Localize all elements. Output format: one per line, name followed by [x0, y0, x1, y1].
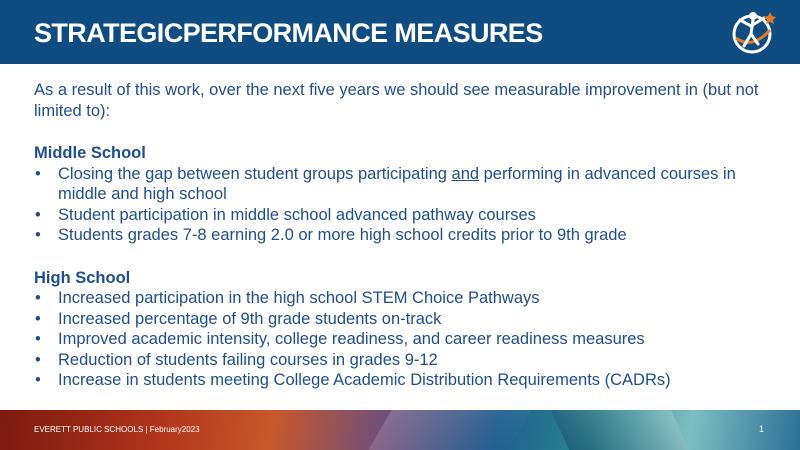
high-school-heading: High School — [34, 268, 131, 287]
list-item: • Student participation in middle school advanced pathway courses — [34, 205, 786, 226]
list-item: • Students grades 7-8 earning 2.0 or more high school credits prior to 9th grade — [34, 225, 786, 246]
list-item: • Reduction of students failing courses in grades 9-12 — [34, 350, 786, 371]
list-item-text-pre: Closing the gap between student groups participating — [58, 164, 452, 183]
high-school-list — [34, 288, 786, 391]
district-logo-icon — [724, 4, 780, 60]
underlined-and: and — [451, 164, 480, 183]
slide-footer — [0, 410, 800, 450]
page-number: 1 — [758, 424, 764, 434]
footer-decoration — [551, 410, 690, 450]
list-item: • Increased percentage of 9th grade students on-track — [34, 309, 786, 330]
middle-school-list — [34, 164, 786, 246]
list-item: • Improved academic intensity, college readiness, and career readiness measures — [34, 329, 786, 350]
slide-header — [0, 0, 800, 64]
list-item: • Increased participation in the high school STEM Choice Pathways — [34, 288, 786, 309]
footer-decoration — [368, 410, 531, 450]
slide-title: STRATEGICPERFORMANCE MEASURES — [34, 18, 543, 48]
middle-school-heading: Middle School — [34, 144, 146, 162]
slide-body — [34, 80, 786, 391]
list-item-text-post: performing in advanced courses in middle and high school — [58, 164, 736, 203]
list-item: • Increase in students meeting College Academic Distribution Requirements (CADRs) — [34, 370, 786, 391]
footer-text: EVERETT PUBLIC SCHOOLS | February2023 — [34, 425, 200, 434]
intro-text: As a result of this work, over the next five years we should see measurable improvement in (but not limited to): — [34, 81, 759, 120]
list-item — [34, 164, 786, 205]
